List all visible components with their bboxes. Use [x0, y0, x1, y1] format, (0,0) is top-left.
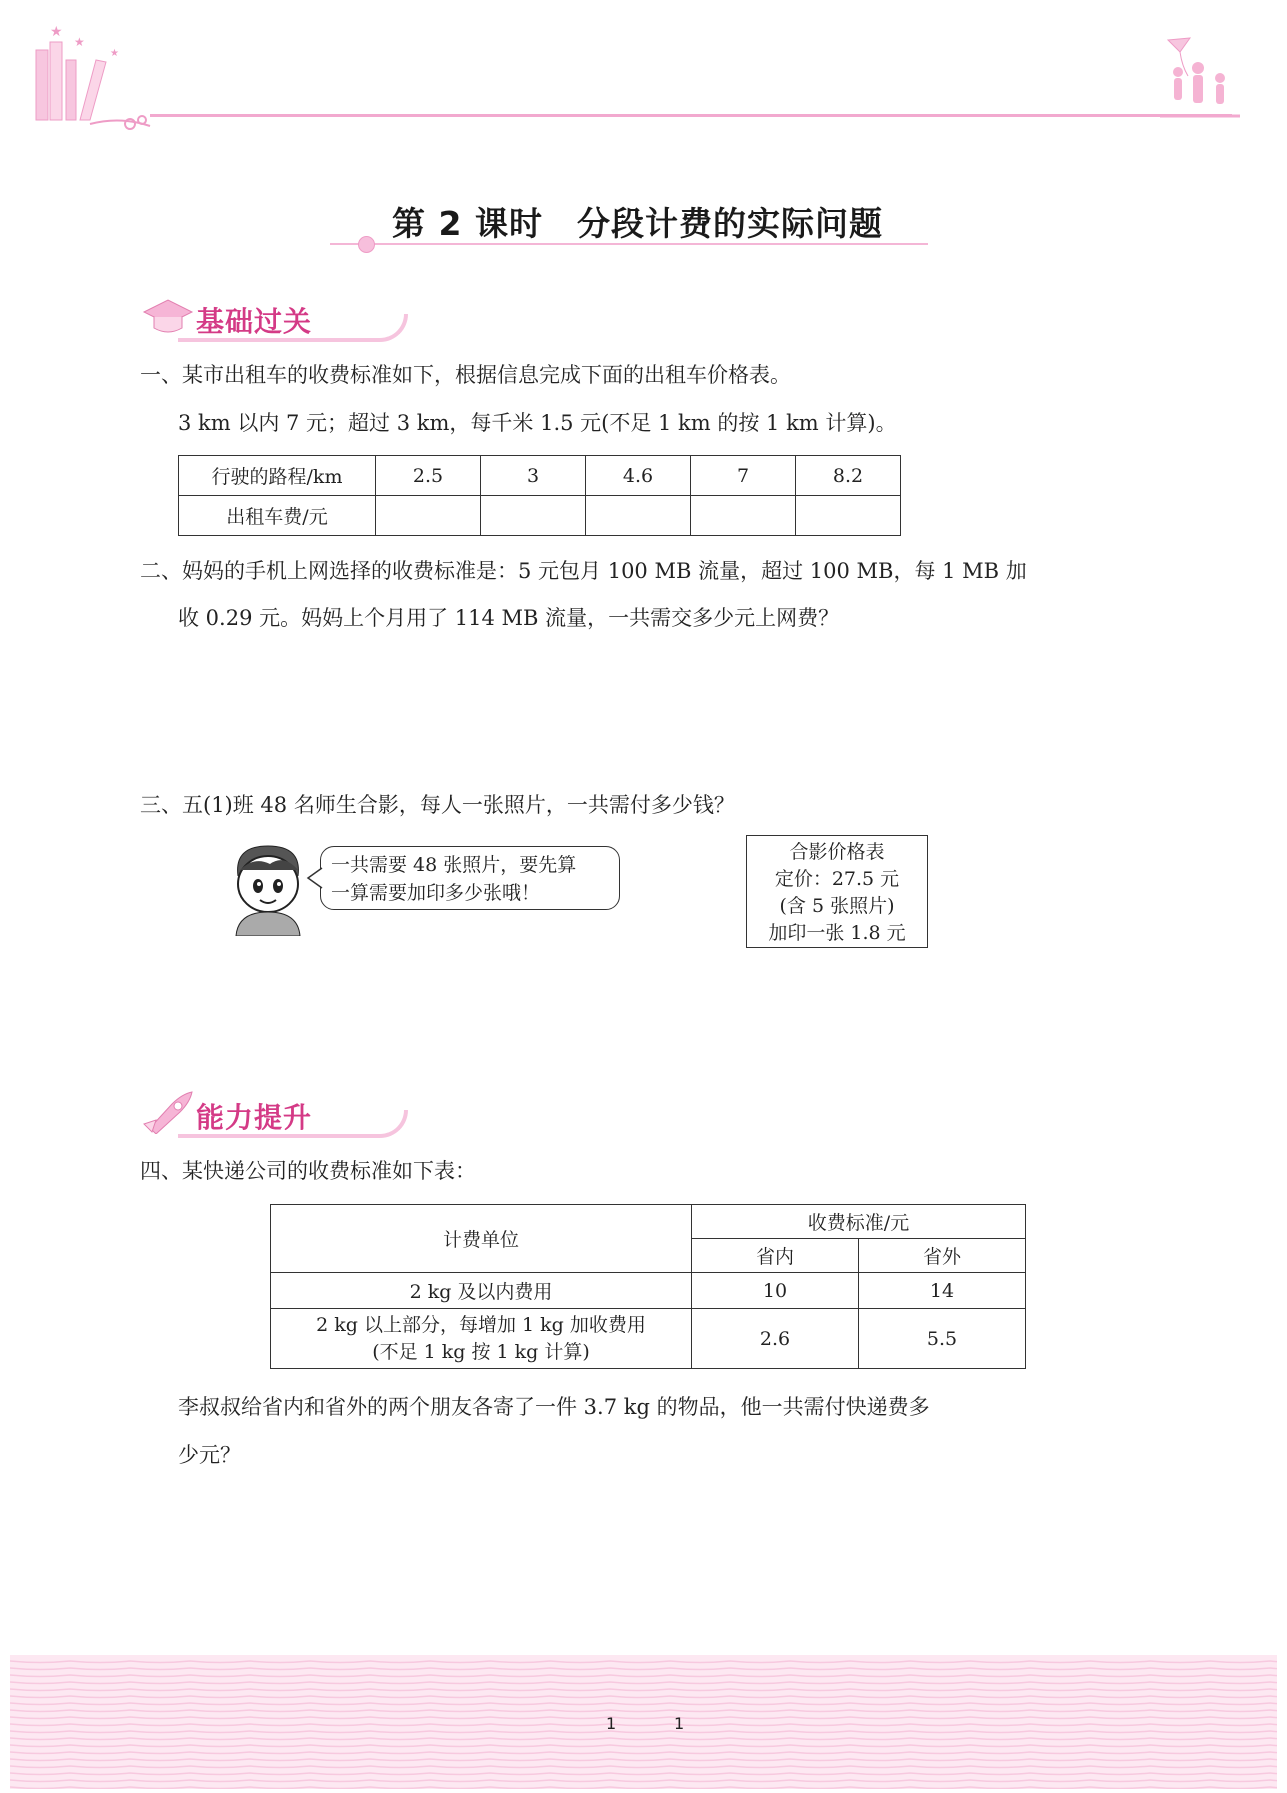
distance-cell: 8.2 — [796, 456, 901, 496]
row2-out-province: 5.5 — [859, 1309, 1026, 1369]
row2-in-province: 2.6 — [692, 1309, 859, 1369]
row1-label: 2 kg 及以内费用 — [271, 1273, 692, 1309]
price-box-price: 定价：27.5 元 — [774, 868, 900, 890]
question-1-prompt: 一、某市出租车的收费标准如下，根据信息完成下面的出租车价格表。 — [140, 363, 791, 387]
courier-fee-table — [270, 1204, 1026, 1369]
distance-cell: 4.6 — [586, 456, 691, 496]
fare-answer-cell[interactable] — [586, 496, 691, 536]
section-basic-label: 基础过关 — [196, 305, 313, 338]
boy-cartoon-icon — [224, 840, 316, 940]
fare-answer-cell[interactable] — [691, 496, 796, 536]
fare-answer-cell[interactable] — [481, 496, 586, 536]
row1-out-province: 14 — [859, 1273, 1026, 1309]
out-province-header: 省外 — [859, 1239, 1026, 1273]
page-number-right: 1 — [674, 1714, 685, 1733]
row-header-distance: 行驶的路程/km — [179, 456, 376, 496]
photo-price-box — [746, 835, 928, 948]
price-box-extra: 加印一张 1.8 元 — [768, 922, 906, 944]
section-advanced-label: 能力提升 — [196, 1101, 313, 1134]
fare-answer-cell[interactable] — [796, 496, 901, 536]
price-box-title: 合影价格表 — [789, 841, 885, 863]
distance-cell: 3 — [481, 456, 586, 496]
question-2-line-1: 二、妈妈的手机上网选择的收费标准是：5 元包月 100 MB 流量，超过 100 MB，每 1 MB 加 — [140, 559, 1027, 583]
question-4-line-1: 李叔叔给省内和省外的两个朋友各寄了一件 3.7 kg 的物品，他一共需付快递费多 — [178, 1395, 930, 1419]
speech-bubble — [320, 846, 620, 910]
page-number-left: 1 — [606, 1714, 617, 1733]
page-title: 第 2 课时 分段计费的实际问题 — [392, 204, 883, 243]
section-basic-header — [138, 294, 438, 342]
question-1-rule: 3 km 以内 7 元；超过 3 km，每千米 1.5 元(不足 1 km 的按 1 km 计算)。 — [178, 411, 897, 435]
header-rule — [150, 114, 1232, 117]
question-4-line-2: 少元？ — [178, 1443, 241, 1467]
row1-in-province: 10 — [692, 1273, 859, 1309]
books-decoration-icon — [30, 20, 160, 134]
question-2-line-2: 收 0.29 元。妈妈上个月用了 114 MB 流量，一共需交多少元上网费？ — [178, 606, 840, 630]
question-4-prompt: 四、某快递公司的收费标准如下表： — [140, 1159, 476, 1183]
question-3-prompt: 三、五(1)班 48 名师生合影，每人一张照片，一共需付多少钱？ — [140, 793, 735, 817]
row2-label-line-1: 2 kg 以上部分，每增加 1 kg 加收费用 — [316, 1313, 646, 1336]
price-box-includes: (含 5 张照片) — [779, 895, 895, 917]
row2-label — [271, 1309, 692, 1369]
footer-stripes — [10, 1655, 1277, 1789]
svg-text:★: ★ — [74, 35, 85, 49]
unit-header: 计费单位 — [271, 1205, 692, 1273]
distance-cell: 2.5 — [376, 456, 481, 496]
in-province-header: 省内 — [692, 1239, 859, 1273]
title-underline — [330, 243, 928, 245]
taxi-fare-table — [178, 455, 901, 536]
distance-cell: 7 — [691, 456, 796, 496]
fare-answer-cell[interactable] — [376, 496, 481, 536]
speech-bubble-tail — [306, 866, 324, 890]
bubble-line-1: 一共需要 48 张照片，要先算 — [331, 854, 577, 876]
title-dot-icon — [358, 236, 375, 253]
svg-text:★: ★ — [50, 24, 63, 40]
bubble-line-2: 一算需要加印多少张哦！ — [331, 882, 541, 904]
standard-header: 收费标准/元 — [692, 1205, 1026, 1239]
row-header-fare: 出租车费/元 — [179, 496, 376, 536]
row2-label-line-2: (不足 1 kg 按 1 kg 计算) — [372, 1340, 590, 1363]
children-kite-decoration-icon — [1160, 36, 1240, 122]
section-advanced-header — [138, 1090, 438, 1138]
lesson-title — [330, 198, 930, 245]
svg-text:★: ★ — [110, 48, 119, 59]
